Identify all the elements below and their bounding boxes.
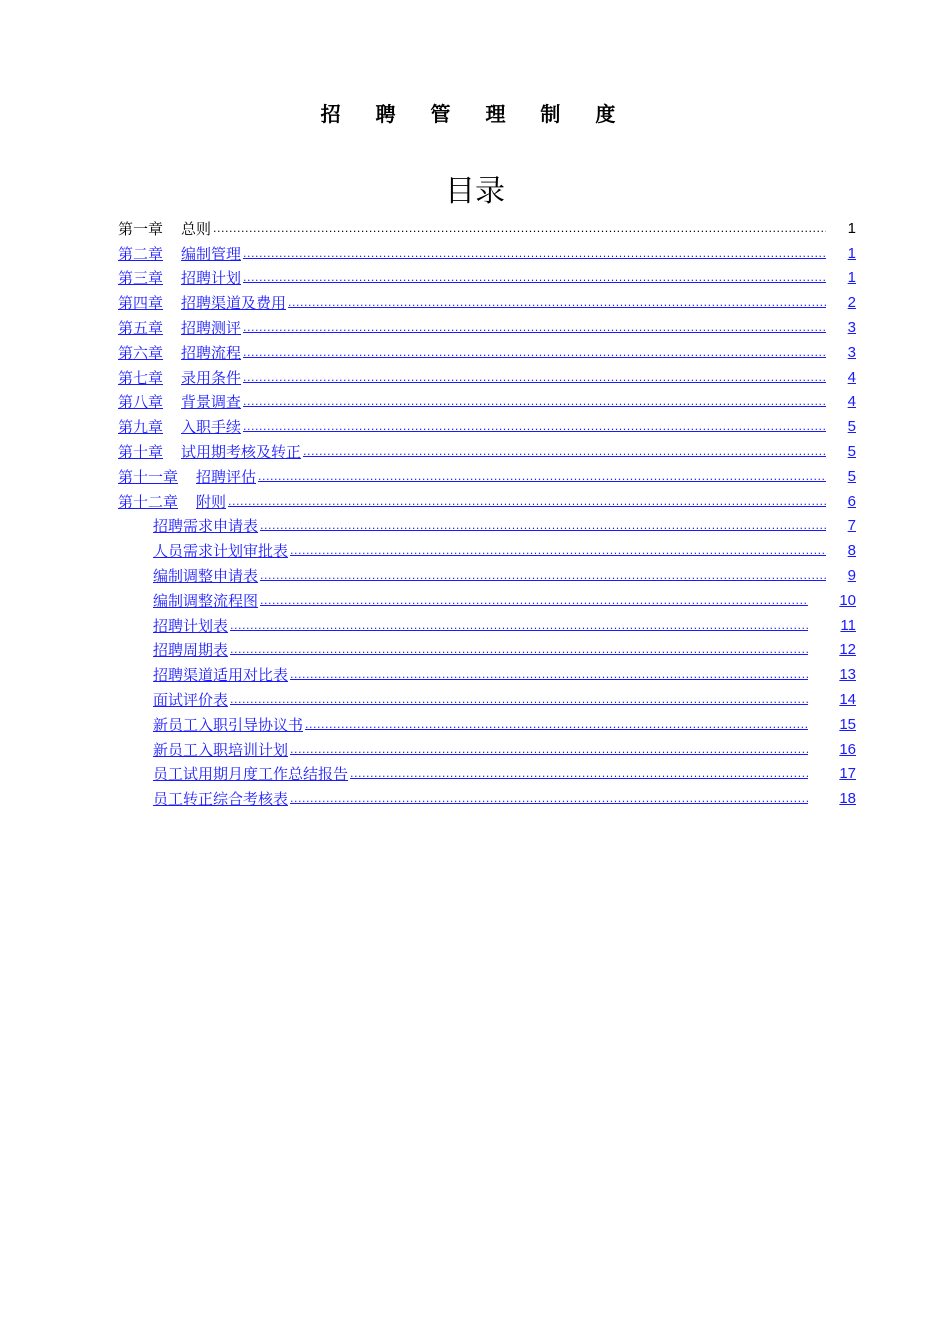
chapter-number: 第八章 [118,393,164,412]
page-number: 14 [839,690,856,708]
toc-entry-appendix[interactable] [118,563,864,588]
chapter-title: 招聘测评 [181,318,242,337]
toc-entry-appendix[interactable] [118,737,864,762]
toc-entry-chapter-8[interactable] [118,390,864,415]
page-number: 5 [847,418,856,436]
chapter-title: 入职手续 [181,418,242,437]
appendix-title: 编制调整申请表 [153,566,259,585]
chapter-title: 招聘评估 [196,467,257,486]
leader-dots [230,688,808,712]
appendix-title: 编制调整流程图 [153,591,259,610]
toc-heading: 目录 [445,174,505,209]
page-number: 3 [847,343,856,361]
chapter-title: 编制管理 [181,244,242,263]
toc-entry-chapter-3[interactable] [118,266,864,291]
page-number: 10 [839,591,856,609]
toc-entry-chapter-9[interactable] [118,414,864,439]
page-number: 18 [839,790,856,808]
toc-entry-chapter-5[interactable] [118,315,864,340]
toc-entry-chapter-11[interactable] [118,464,864,489]
chapter-number: 第六章 [118,343,164,362]
document-title: 招 聘 管 理 制 度 [320,102,630,126]
page-number: 9 [847,566,856,584]
appendix-title: 员工试用期月度工作总结报告 [153,765,349,784]
chapter-number: 第二章 [118,244,164,263]
appendix-title: 员工转正综合考核表 [153,790,289,809]
leader-dots [305,713,808,737]
appendix-title: 招聘计划表 [153,616,229,635]
appendix-title: 招聘周期表 [153,641,229,660]
chapter-number: 第七章 [118,368,164,387]
appendix-title: 面试评价表 [153,690,229,709]
chapter-title: 录用条件 [181,368,242,387]
appendix-title: 新员工入职引导协议书 [153,715,304,734]
leader-dots [290,787,808,811]
leader-dots [230,638,808,662]
toc-entry-chapter-7[interactable] [118,365,864,390]
leader-dots [243,242,826,266]
page-number: 13 [839,666,856,684]
page-number: 2 [847,294,856,312]
table-of-contents [118,216,864,811]
page-number: 4 [847,368,856,386]
chapter-number: 第九章 [118,418,164,437]
page-number: 3 [847,318,856,336]
chapter-title: 附则 [196,492,227,511]
leader-dots [230,614,808,638]
page-number: 16 [839,740,856,758]
toc-entry-appendix[interactable] [118,662,864,687]
toc-entry-appendix[interactable] [118,786,864,811]
appendix-title: 招聘需求申请表 [153,517,259,536]
chapter-number: 第十二章 [118,492,179,511]
toc-entry-chapter-2[interactable] [118,241,864,266]
page-number: 5 [847,467,856,485]
toc-entry-chapter-1 [118,216,864,241]
chapter-number: 第十章 [118,442,164,461]
leader-dots [243,415,826,439]
toc-entry-appendix[interactable] [118,514,864,539]
toc-entry-chapter-6[interactable] [118,340,864,365]
chapter-title: 招聘计划 [181,269,242,288]
chapter-title: 试用期考核及转正 [181,442,302,461]
leader-dots [290,663,808,687]
chapter-number: 第三章 [118,269,164,288]
page-number: 1 [847,219,856,237]
leader-dots [243,366,826,390]
page-number: 6 [847,492,856,510]
leader-dots [350,762,808,786]
chapter-title: 招聘流程 [181,343,242,362]
chapter-number: 第一章 [118,219,164,238]
leader-dots [288,291,826,315]
leader-dots [243,341,826,365]
page-number: 11 [840,616,856,634]
toc-entry-appendix[interactable] [118,613,864,638]
chapter-title: 招聘渠道及费用 [181,294,287,313]
page-number: 15 [839,715,856,733]
toc-entry-appendix[interactable] [118,712,864,737]
leader-dots [260,514,826,538]
page-number: 7 [847,517,856,535]
page-number: 4 [847,393,856,411]
leader-dots [228,490,826,514]
leader-dots [290,738,808,762]
toc-entry-appendix[interactable] [118,638,864,663]
toc-entry-appendix[interactable] [118,687,864,712]
page-number: 5 [847,442,856,460]
leader-dots [213,217,826,241]
appendix-title: 招聘渠道适用对比表 [153,666,289,685]
toc-entry-appendix[interactable] [118,762,864,787]
leader-dots [243,316,826,340]
page-number: 1 [847,269,856,287]
appendix-title: 人员需求计划审批表 [153,542,289,561]
leader-dots [303,440,826,464]
chapter-number: 第五章 [118,318,164,337]
leader-dots [260,564,826,588]
chapter-number: 第十一章 [118,467,179,486]
appendix-title: 新员工入职培训计划 [153,740,289,759]
leader-dots [258,465,826,489]
toc-entry-appendix[interactable] [118,538,864,563]
leader-dots [243,390,826,414]
leader-dots [260,589,808,613]
page-number: 8 [847,542,856,560]
page-number: 17 [839,765,856,783]
toc-entry-chapter-4[interactable] [118,290,864,315]
leader-dots [290,539,826,563]
page-number: 12 [839,641,856,659]
toc-entry-chapter-10[interactable] [118,439,864,464]
chapter-title: 背景调查 [181,393,242,412]
toc-entry-chapter-12[interactable] [118,489,864,514]
leader-dots [243,266,826,290]
chapter-title: 总则 [181,219,212,238]
page-number: 1 [847,244,856,262]
toc-entry-appendix[interactable] [118,588,864,613]
chapter-number: 第四章 [118,294,164,313]
